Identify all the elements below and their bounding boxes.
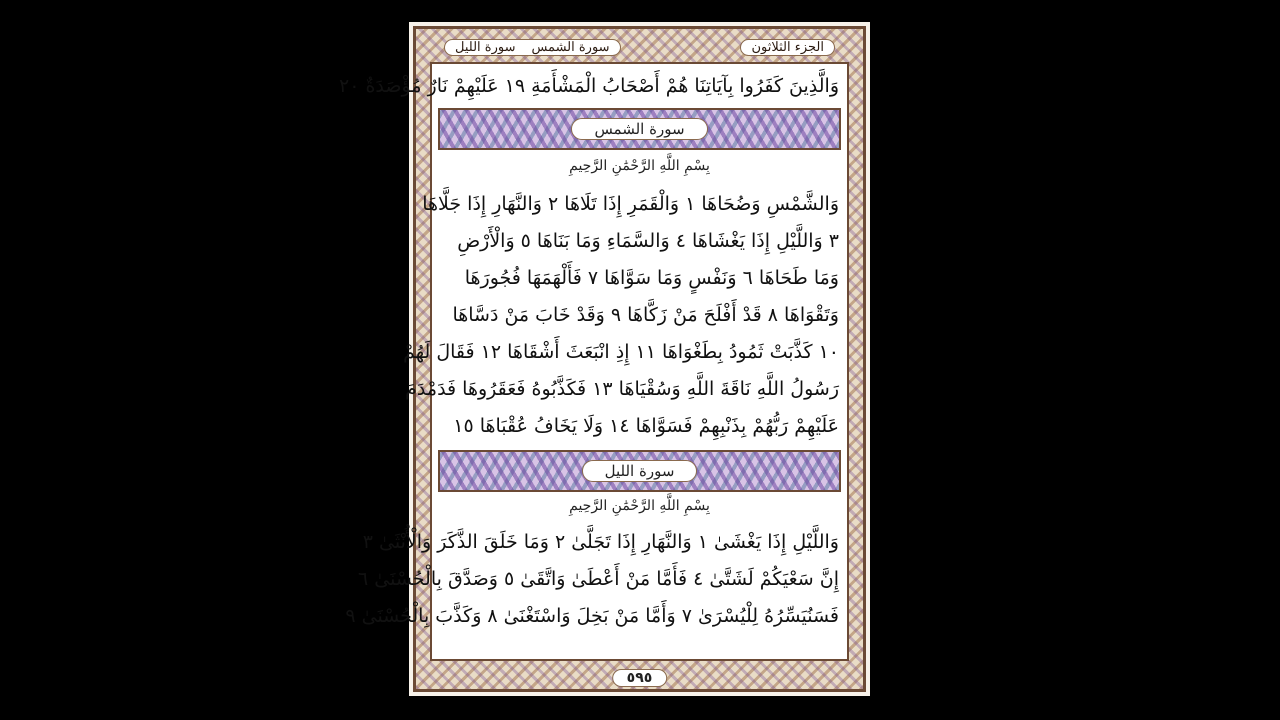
sura-name-shams: سورة الشمس (531, 39, 610, 55)
text-line: ٣ وَاللَّيْلِ إِذَا يَغْشَاهَا ٤ وَالسَّمَاءِ وَمَا بَنَاهَا ٥ وَالْأَرْضِ (457, 230, 839, 252)
text-line: إِنَّ سَعْيَكُمْ لَشَتَّىٰ ٤ فَأَمَّا مَنْ أَعْطَىٰ وَاتَّقَىٰ ٥ وَصَدَّقَ بِالْحُسْنَىٰ ٦ (358, 568, 839, 590)
ornamental-frame (338, 26, 866, 692)
mushaf-page (338, 22, 870, 696)
text-line: فَسَنُيَسِّرُهُ لِلْيُسْرَىٰ ٧ وَأَمَّا مَنْ بَخِلَ وَاسْتَغْنَىٰ ٨ وَكَذَّبَ بِالْحُسْنَىٰ ٩ (345, 605, 839, 627)
basmala: بِسْمِ اللَّهِ الرَّحْمَٰنِ الرَّحِيمِ (569, 498, 710, 514)
text-line: رَسُولُ اللَّهِ نَاقَةَ اللَّهِ وَسُقْيَاهَا ١٣ فَكَذَّبُوهُ فَعَقَرُوهَا فَدَمْدَمَ (405, 378, 839, 400)
basmala: بِسْمِ اللَّهِ الرَّحْمَٰنِ الرَّحِيمِ (569, 158, 710, 174)
text-line: وَاللَّيْلِ إِذَا يَغْشَىٰ ١ وَالنَّهَارِ إِذَا تَجَلَّىٰ ٢ وَمَا خَلَقَ الذَّكَرَ وَالْأُنْثَىٰ ٣ (362, 531, 839, 553)
text-line: عَلَيْهِمْ رَبُّهُمْ بِذَنْبِهِمْ فَسَوَّاهَا ١٤ وَلَا يَخَافُ عُقْبَاهَا ١٥ (453, 415, 839, 437)
sura-title: سورة الشمس (571, 118, 707, 140)
sura-name-layl: سورة الليل (455, 39, 516, 55)
text-line: وَالشَّمْسِ وَضُحَاهَا ١ وَالْقَمَرِ إِذَا تَلَاهَا ٢ وَالنَّهَارِ إِذَا جَلَّاهَا (422, 193, 839, 215)
sura-names (444, 39, 621, 56)
text-line: وَالَّذِينَ كَفَرُوا بِآيَاتِنَا هُمْ أَصْحَابُ الْمَشْأَمَةِ ١٩ عَلَيْهِمْ نَارٌ مُؤْصَدَةٌ ٢٠ (338, 75, 839, 97)
text-line: وَتَقْوَاهَا ٨ قَدْ أَفْلَحَ مَنْ زَكَّاهَا ٩ وَقَدْ خَابَ مَنْ دَسَّاهَا (452, 304, 839, 326)
text-line: ١٠ كَذَّبَتْ ثَمُودُ بِطَغْوَاهَا ١١ إِذِ انْبَعَثَ أَشْقَاهَا ١٢ فَقَالَ لَهُمْ (403, 341, 839, 363)
sura-banner-shams (438, 108, 841, 150)
sura-title: سورة الليل (582, 460, 698, 482)
text-area (338, 62, 849, 661)
juz-label: الجزء الثلاثون (740, 39, 835, 56)
page-number: ٥٩٥ (612, 669, 668, 687)
page-header (430, 35, 849, 59)
sura-banner-layl (438, 450, 841, 492)
text-line: وَمَا طَحَاهَا ٦ وَنَفْسٍ وَمَا سَوَّاهَا ٧ فَأَلْهَمَهَا فُجُورَهَا (464, 267, 839, 289)
